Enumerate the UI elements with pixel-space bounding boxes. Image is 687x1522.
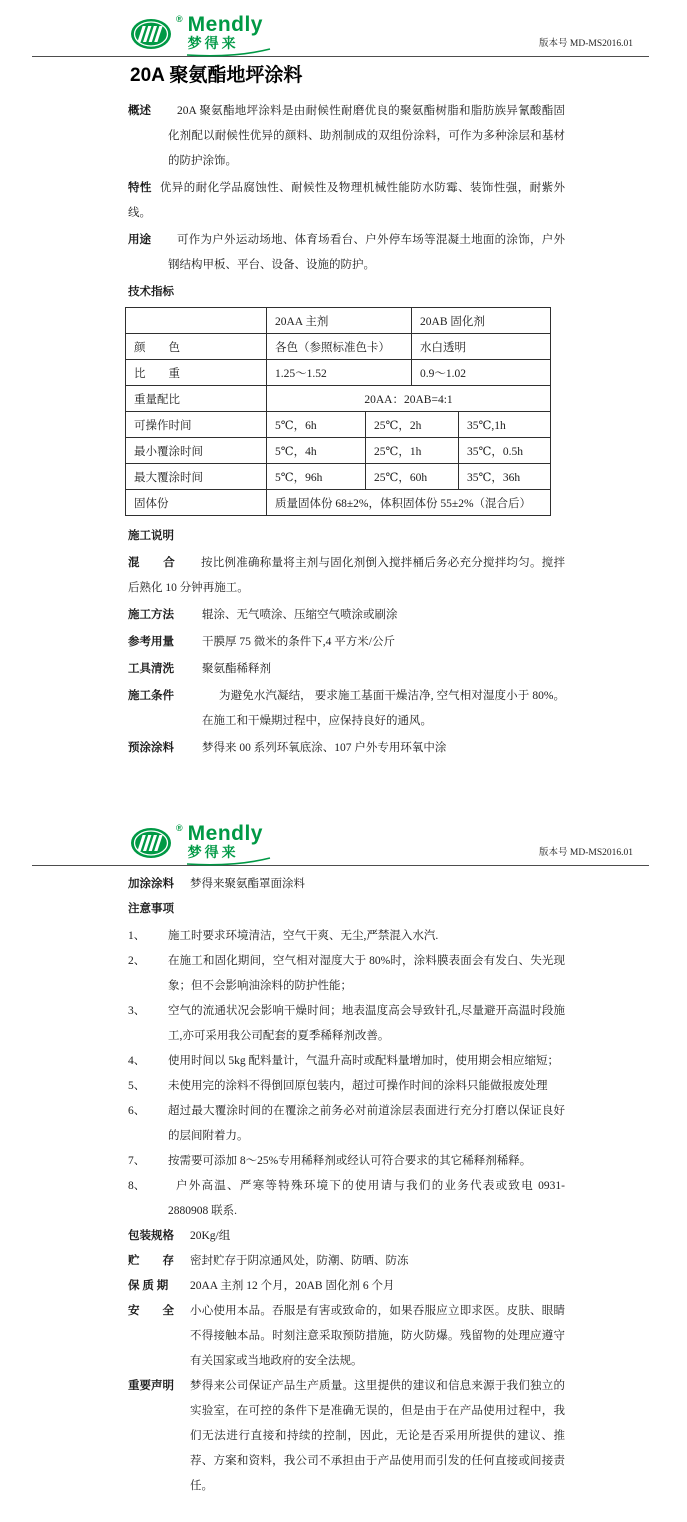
note-text: 在施工和固化期间，空气相对湿度大于 80%时，涂料膜表面会有发白、失光现象；但不会影响油涂料的防护性能； [168, 955, 565, 992]
cell-value: 水白透明 [412, 334, 551, 360]
page-2-content [0, 866, 687, 1499]
mendly-emblem-icon [130, 823, 174, 861]
note-item-4 [128, 1049, 565, 1074]
cell-col-b-header: 20AB 固化剂 [412, 308, 551, 334]
row-label: 重量配比 [126, 386, 267, 412]
construction-heading: 施工说明 [128, 530, 174, 542]
row-label: 比 重 [126, 360, 267, 386]
field-statement [128, 1374, 565, 1499]
field-value: 辊涂、无气喷涂、压缩空气喷涂或刷涂 [202, 609, 398, 621]
product-title: 20A 聚氨酯地坪涂料 [130, 65, 303, 86]
cell-value: 35℃，36h [459, 464, 551, 490]
field-safety [128, 1299, 565, 1374]
field-label: 加涂涂料 [128, 878, 174, 890]
note-text: 未使用完的涂料不得倒回原包装内，超过可操作时间的涂料只能做报废处理 [168, 1080, 548, 1092]
field-mixing [128, 551, 565, 601]
note-item-3 [128, 999, 565, 1049]
note-text: 使用时间以 5kg 配料量计，气温升高时或配料量增加时，使用期会相应缩短； [168, 1055, 559, 1067]
section-overview [128, 99, 565, 174]
field-label: 预涂涂料 [128, 742, 174, 754]
cell-value: 25℃，1h [366, 438, 459, 464]
note-item-2 [128, 949, 565, 999]
version-label: 版本号 MD-MS2016.01 [539, 39, 633, 49]
section-label: 特性 [128, 182, 152, 194]
field-label: 重要声明 [128, 1380, 174, 1392]
mendly-logo [130, 823, 263, 861]
field-value: 梦得来公司保证产品生产质量。这里提供的建议和信息来源于我们独立的实验室，在可控的条件下是准确无误的，但是由于在产品使用过程中，我们无法进行直接和持续的控制，因此，无论是否采用所提供的建议、推荐、方案和资料，我公司不承担由于产品使用而引发的任何直接或间接责任。 [190, 1380, 565, 1492]
field-label: 施工条件 [128, 690, 174, 702]
tech-spec-table [125, 307, 551, 516]
field-value: 为避免水汽凝结， 要求施工基面干燥洁净, 空气相对湿度小于 80%。在施工和干燥期过程中，应保持良好的通风。 [202, 690, 565, 727]
section-label: 用途 [128, 234, 151, 246]
note-text: 按需要可添加 8～25%专用稀释剂或经认可符合要求的其它稀释剂稀释。 [168, 1155, 532, 1167]
note-number: 1、 [128, 930, 146, 942]
cell-col-a-header: 20AA 主剂 [267, 308, 412, 334]
note-number: 7、 [128, 1155, 146, 1167]
section-label: 概述 [128, 105, 151, 117]
logo-swoosh [186, 857, 272, 866]
table-row-solids [126, 490, 551, 516]
note-number: 3、 [128, 1005, 146, 1017]
brand-name-cn: 梦得来 [188, 35, 263, 51]
field-label: 贮 存 [128, 1255, 174, 1267]
field-value: 按比例准确称量将主剂与固化剂倒入搅拌桶后务必充分搅拌均匀。搅拌后熟化 10 分钟再施工。 [128, 557, 565, 594]
cell-value: 各色（参照标准色卡） [267, 334, 412, 360]
row-label: 可操作时间 [126, 412, 267, 438]
note-number: 4、 [128, 1055, 146, 1067]
field-method [128, 603, 565, 628]
table-row-color [126, 334, 551, 360]
table-row-pot-life [126, 412, 551, 438]
mendly-logo [130, 14, 263, 52]
row-label: 最小覆涂时间 [126, 438, 267, 464]
brand-name-cn: 梦得来 [188, 844, 263, 860]
field-value: 干膜厚 75 微米的条件下,4 平方米/公斤 [202, 636, 395, 648]
field-conditions [128, 684, 565, 734]
page-1-content [0, 95, 687, 761]
field-storage [128, 1249, 565, 1274]
note-text: 超过最大覆涂时间的在覆涂之前务必对前道涂层表面进行充分打磨以保证良好的层间附着力。 [168, 1105, 565, 1142]
cell-value: 25℃，60h [366, 464, 459, 490]
field-value: 聚氨酯稀释剂 [202, 663, 271, 675]
table-row-ratio [126, 386, 551, 412]
version-label: 版本号 MD-MS2016.01 [539, 848, 633, 858]
field-value: 密封贮存于阴凉通风处，防潮、防晒、防冻 [190, 1255, 409, 1267]
section-text: 20A 聚氨酯地坪涂料是由耐候性耐磨优良的聚氨酯树脂和脂肪族异氰酸酯固化剂配以耐候性优异的颜料、助剂制成的双组份涂料，可作为多种涂层和基材的防护涂饰。 [168, 105, 565, 167]
note-number: 6、 [128, 1105, 146, 1117]
table-row-header [126, 308, 551, 334]
field-label: 参考用量 [128, 636, 174, 648]
brand-name: Mendly [187, 822, 263, 845]
field-label: 包装规格 [128, 1230, 174, 1242]
field-value: 20AA 主剂 12 个月，20AB 固化剂 6 个月 [190, 1280, 395, 1292]
cell-value: 35℃,1h [459, 412, 551, 438]
field-label: 安 全 [128, 1305, 174, 1317]
field-value: 小心使用本品。吞服是有害或致命的，如果吞服应立即求医。皮肤、眼睛不得接触本品。时刻注意采取预防措施，防火防爆。残留物的处理应遵守有关国家或当地政府的安全法规。 [190, 1305, 565, 1367]
cell-value: 1.25～1.52 [267, 360, 412, 386]
brand-name: Mendly [187, 13, 263, 36]
cell-value: 20AA：20AB=4:1 [267, 386, 551, 412]
cell-value: 5℃，6h [267, 412, 366, 438]
table-row-min-recoat [126, 438, 551, 464]
row-label: 固体份 [126, 490, 267, 516]
field-label: 工具清洗 [128, 663, 174, 675]
cell-blank [126, 308, 267, 334]
section-text: 优异的耐化学品腐蚀性、耐候性及物理机械性能防水防霉、装饰性强，耐紫外线。 [128, 182, 565, 219]
cell-value: 35℃，0.5h [459, 438, 551, 464]
note-item-7 [128, 1149, 565, 1174]
cell-value: 5℃，4h [267, 438, 366, 464]
note-item-5 [128, 1074, 565, 1099]
page-1-header [0, 0, 687, 56]
section-text: 可作为户外运动场地、体育场看台、户外停车场等混凝土地面的涂饰，户外钢结构甲板、平台、设备、设施的防护。 [168, 234, 565, 271]
field-label: 施工方法 [128, 609, 174, 621]
note-item-8 [128, 1174, 565, 1224]
note-number: 5、 [128, 1080, 146, 1092]
mendly-emblem-icon [130, 14, 174, 52]
field-label: 保 质 期 [128, 1280, 169, 1292]
note-item-1 [128, 924, 565, 949]
tech-spec-heading: 技术指标 [128, 286, 174, 298]
field-label: 混 合 [128, 557, 175, 569]
table-row-max-recoat [126, 464, 551, 490]
cell-value: 5℃，96h [267, 464, 366, 490]
field-precoat [128, 736, 565, 761]
logo-swoosh [186, 48, 272, 57]
note-text: 户外高温、严寒等特殊环境下的使用请与我们的业务代表或致电 0931-2880908 联系. [168, 1180, 565, 1217]
row-label: 最大覆涂时间 [126, 464, 267, 490]
page-2 [0, 763, 687, 1499]
note-number: 2、 [128, 955, 146, 967]
section-features [128, 176, 565, 226]
notes-heading: 注意事项 [128, 903, 174, 915]
page-2-header [0, 809, 687, 865]
section-usage [128, 228, 565, 278]
note-text: 空气的流通状况会影响干燥时间；地表温度高会导致针孔,尽量避开高温时段施工,亦可采用我公司配套的夏季稀释剂改善。 [168, 1005, 565, 1042]
field-value: 梦得来聚氨酯罩面涂料 [190, 878, 305, 890]
field-packing [128, 1224, 565, 1249]
note-item-6 [128, 1099, 565, 1149]
cell-value: 0.9～1.02 [412, 360, 551, 386]
field-value: 梦得来 00 系列环氧底涂、107 户外专用环氧中涂 [202, 742, 447, 754]
row-label: 颜 色 [126, 334, 267, 360]
cell-value: 质量固体份 68±2%，体积固体份 55±2%（混合后） [267, 490, 551, 516]
field-value: 20Kg/组 [190, 1230, 231, 1242]
registered-mark: ® [176, 823, 183, 833]
note-number: 8、 [128, 1180, 146, 1192]
cell-value: 25℃，2h [366, 412, 459, 438]
field-topcoat [128, 872, 565, 897]
table-row-gravity [126, 360, 551, 386]
note-text: 施工时要求环境清洁，空气干爽、无尘,严禁混入水汽. [168, 930, 439, 942]
registered-mark: ® [176, 14, 183, 24]
header-rule [32, 56, 649, 57]
field-cleaning [128, 657, 565, 682]
field-dosage [128, 630, 565, 655]
field-shelf-life [128, 1274, 565, 1299]
